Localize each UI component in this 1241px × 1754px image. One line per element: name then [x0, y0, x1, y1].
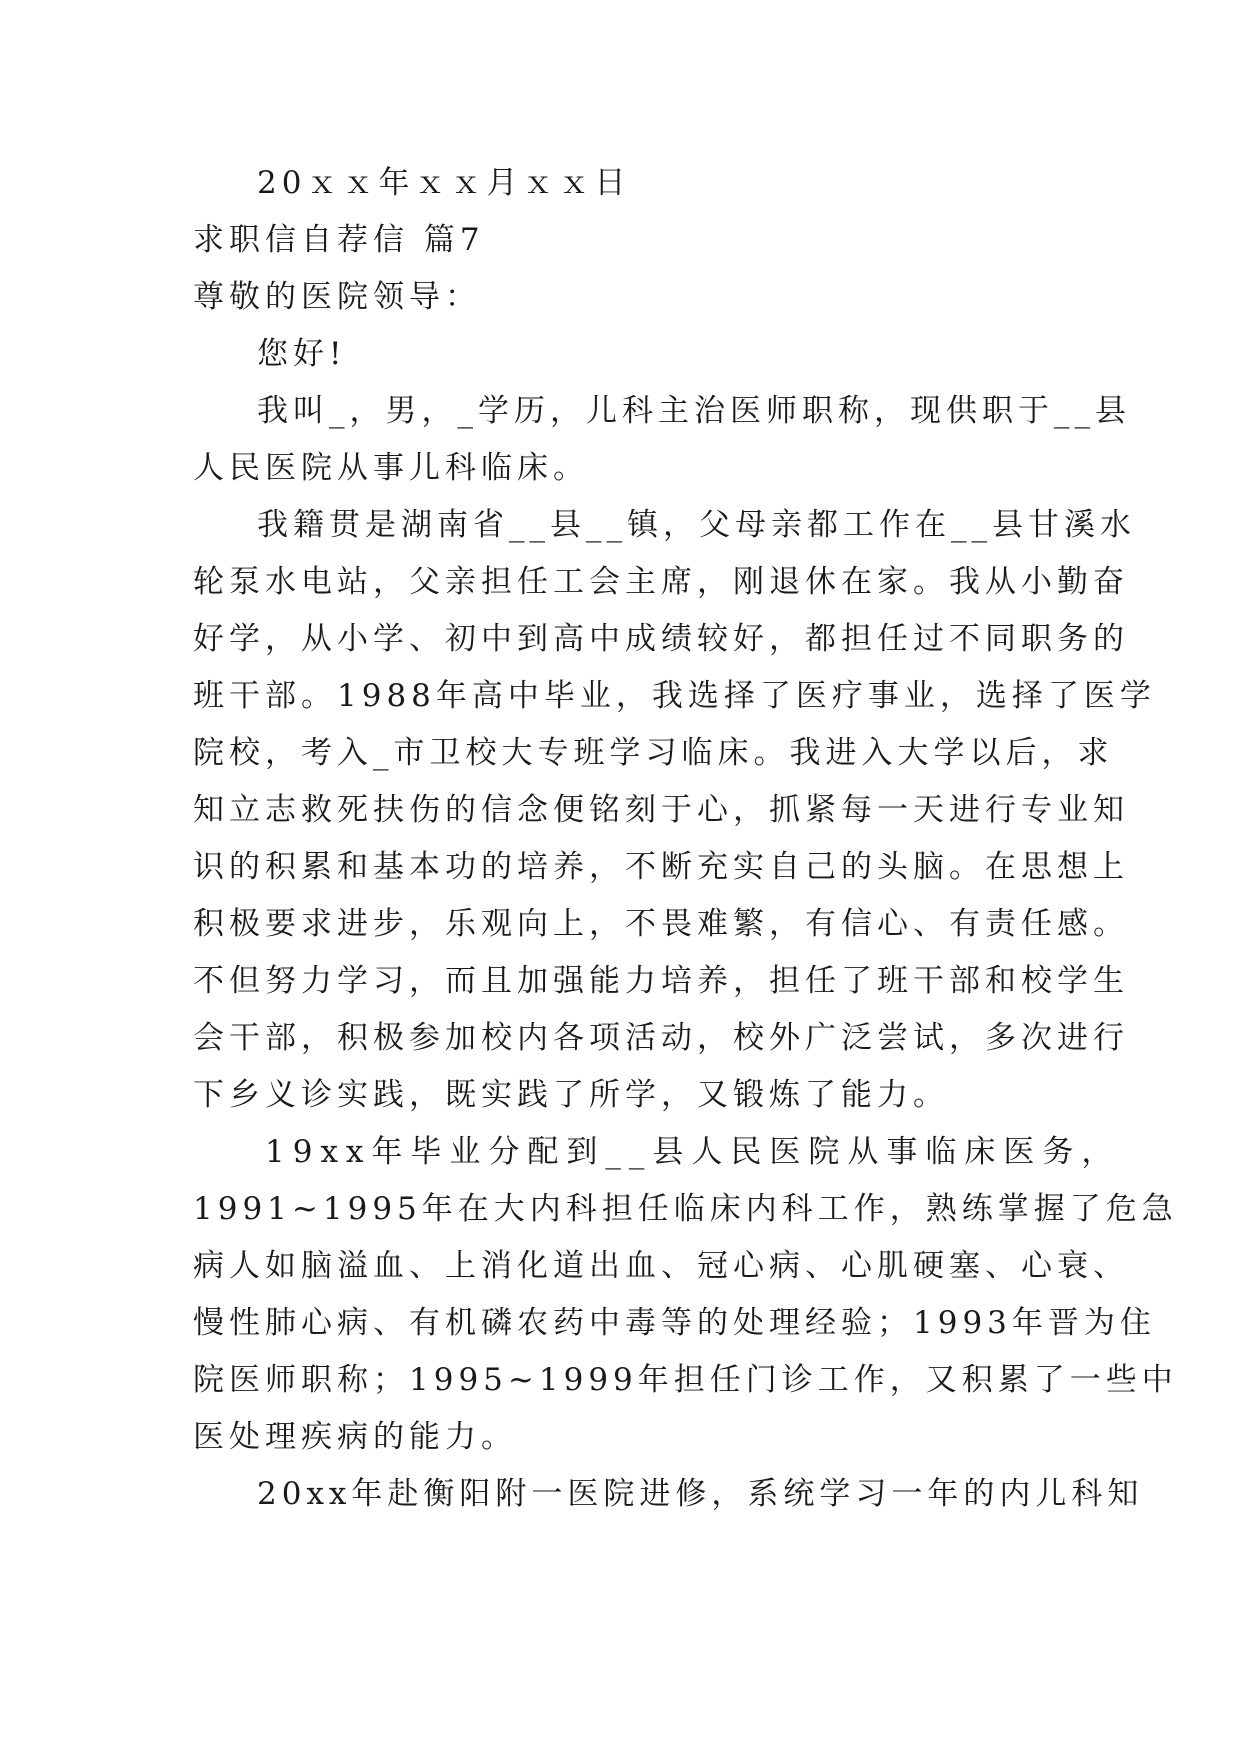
- paragraph-line: 会干部，积极参加校内各项活动，校外广泛尝试，多次进行: [193, 1020, 1129, 1056]
- paragraph-line: 19xx年毕业分配到__县人民医院从事临床医务，: [265, 1134, 1121, 1170]
- paragraph-line: 病人如脑溢血、上消化道出血、冠心病、心肌硬塞、心衰、: [193, 1248, 1129, 1284]
- paragraph-line: 20xx年赴衡阳附一医院进修，系统学习一年的内儿科知: [257, 1476, 1144, 1512]
- paragraph-line: 人民医院从事儿科临床。: [193, 450, 589, 486]
- paragraph-line: 我叫_，男，_学历，儿科主治医师职称，现供职于__县: [257, 393, 1131, 429]
- salutation: 尊敬的医院领导：: [193, 279, 481, 315]
- paragraph-line: 轮泵水电站，父亲担任工会主席，刚退休在家。我从小勤奋: [193, 564, 1129, 600]
- date-line: 20ｘｘ年ｘｘ月ｘｘ日: [257, 165, 631, 201]
- paragraph-line: 识的积累和基本功的培养，不断充实自己的头脑。在思想上: [193, 849, 1129, 885]
- letter-heading: 求职信自荐信 篇7: [193, 222, 485, 258]
- paragraph-line: 不但努力学习，而且加强能力培养，担任了班干部和校学生: [193, 963, 1129, 999]
- paragraph-line: 积极要求进步，乐观向上，不畏难繁，有信心、有责任感。: [193, 906, 1129, 942]
- paragraph-line: 下乡义诊实践，既实践了所学，又锻炼了能力。: [193, 1077, 949, 1113]
- paragraph-line: 院医师职称；1995~1999年担任门诊工作，又积累了一些中: [193, 1362, 1178, 1398]
- paragraph-line: 医处理疾病的能力。: [193, 1419, 517, 1455]
- paragraph-line: 班干部。1988年高中毕业，我选择了医疗事业，选择了医学: [193, 678, 1156, 714]
- paragraph-line: 好学，从小学、初中到高中成绩较好，都担任过不同职务的: [193, 621, 1129, 657]
- paragraph-line: 1991~1995年在大内科担任临床内科工作，熟练掌握了危急: [193, 1191, 1178, 1227]
- paragraph-line: 我籍贯是湖南省__县__镇，父母亲都工作在__县甘溪水: [257, 507, 1136, 543]
- paragraph-line: 院校，考入_市卫校大专班学习临床。我进入大学以后，求: [193, 735, 1114, 771]
- paragraph-line: 知立志救死扶伤的信念便铭刻于心，抓紧每一天进行专业知: [193, 792, 1129, 828]
- greeting: 您好!: [257, 336, 347, 372]
- paragraph-line: 慢性肺心病、有机磷农药中毒等的处理经验；1993年晋为住: [193, 1305, 1156, 1341]
